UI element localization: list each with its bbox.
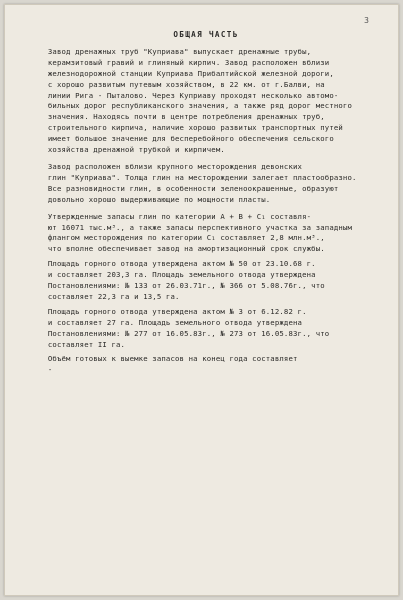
text-line: имеет большое значение для бесперебойного обеспечения сельского xyxy=(47,134,334,144)
text-line: глин "Куприава". Толща глин на месторождении залегает пластообразно. xyxy=(47,172,357,182)
page-number: 3 xyxy=(364,16,369,25)
text-line: с хорошо развитым путевым хозяйством, в 22 км. от г.Балви, на xyxy=(47,79,325,89)
text-line: Объём готовых к выемке запасов на конец года составляет xyxy=(47,354,298,364)
paragraph-mining-allotment-1 xyxy=(26,259,376,303)
text-line: довольно хорошо выдерживающие по мощности пласты. xyxy=(47,194,271,204)
text-line: керамзитовый гравий и глиняный кирпич. Завод расположен вблизи xyxy=(47,57,330,67)
document-body xyxy=(26,30,376,380)
text-line: значения. Находясь почти в центре потребления дренажных труб, xyxy=(47,112,325,122)
text-line: что вполне обеспечивает завод на амортизационный срок службы. xyxy=(47,244,325,254)
paragraph-plant-location xyxy=(26,47,376,156)
text-line: составляет II га. xyxy=(47,339,126,349)
text-line: - xyxy=(47,365,53,375)
text-line: линии Рига - Пыталово. Через Куприаву проходят несколько автомо- xyxy=(47,90,339,100)
text-line: железнодорожной станции Куприава Прибалтийской железной дороги, xyxy=(47,68,334,78)
paragraph-clay-deposit xyxy=(26,162,376,206)
text-line: строительного кирпича, наличие хорошо развитых транспортных путей xyxy=(47,123,343,133)
text-line: хозяйства дренажной трубкой и кирпичем. xyxy=(47,145,225,155)
document-page xyxy=(4,4,399,596)
paragraph-reserves xyxy=(26,212,376,256)
section-heading: ОБЩАЯ ЧАСТЬ xyxy=(173,30,239,39)
text-line: флангом месторождения по категории С₁ составляет 2,8 млн.м³., xyxy=(47,233,325,243)
text-line: и составляет 27 га. Площадь земельного отвода утверждена xyxy=(47,317,303,327)
text-line: Утвержденные запасы глин по категории А + В + С₁ составля- xyxy=(47,211,312,221)
paragraph-ready-reserves xyxy=(26,354,376,376)
paragraph-mining-allotment-2 xyxy=(26,307,376,351)
text-line: бильных дорог республиканского значения, а также ряд дорог местного xyxy=(47,101,353,111)
text-line: Постановлениями: № 133 от 26.03.71г., № 366 от 5.08.76г., что xyxy=(47,281,325,291)
text-line: ют 16071 тыс.м³., а также запасы перспективного участка за западным xyxy=(47,222,353,232)
text-line: Постановлениями: № 277 от 16.05.83г., № 273 от 16.05.83г., что xyxy=(47,328,330,338)
text-line: Все разновидности глин, в особенности зеленоокрашенные, образуют xyxy=(47,183,339,193)
text-line: Площадь горного отвода утверждена актом № 3 от 6.12.82 г. xyxy=(47,306,307,316)
text-line: Площадь горного отвода утверждена актом № 50 от 23.10.68 г. xyxy=(47,259,316,269)
text-line: составляет 22,3 га и 13,5 га. xyxy=(47,291,180,301)
text-line: и составляет 203,3 га. Площадь земельного отвода утверждена xyxy=(47,270,316,280)
text-line: Завод дренажных труб "Куприава" выпускает дренажные трубы, xyxy=(47,46,312,56)
text-line: Завод расположен вблизи крупного месторождения девонских xyxy=(47,161,303,171)
